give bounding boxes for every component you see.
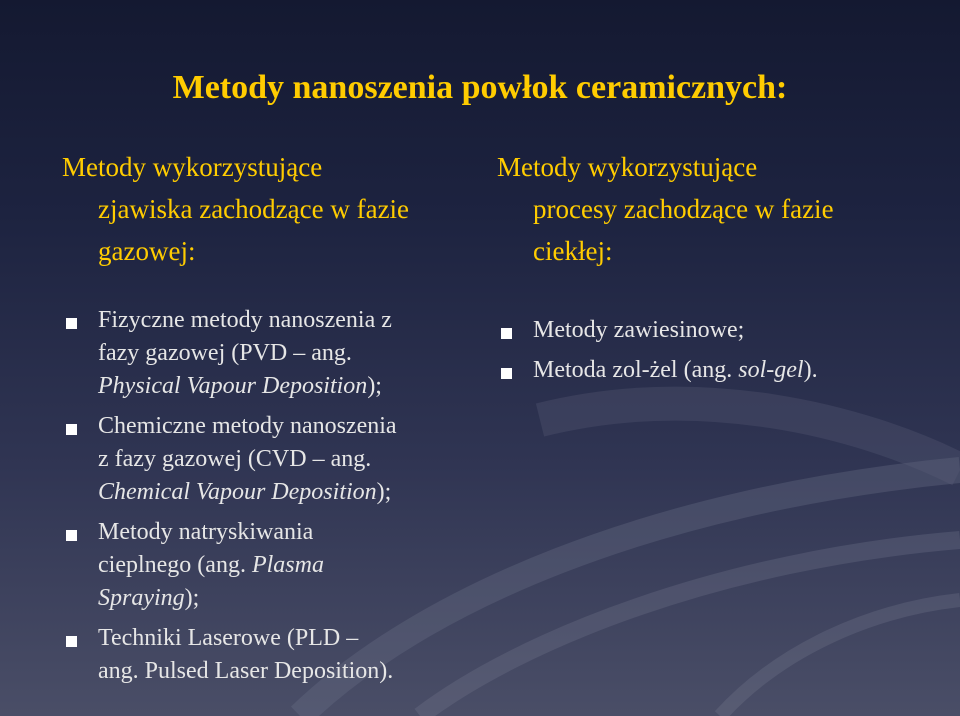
slide-title: Metody nanoszenia powłok ceramicznych:: [172, 69, 788, 106]
square-bullet-icon: [501, 328, 512, 339]
left-heading-line: zjawiska zachodzące w fazie: [98, 194, 410, 224]
right-heading-line: ciekłej:: [533, 236, 613, 266]
list-item: Fizyczne metody nanoszenia z fazy gazowej (PVD – ang. Physical Vapour Deposition);: [62, 304, 397, 403]
square-bullet-icon: [66, 318, 77, 329]
square-bullet-icon: [501, 368, 512, 379]
left-bullet-list: [62, 304, 397, 695]
right-column-heading: [497, 146, 834, 272]
right-bullet-list: [497, 314, 818, 394]
left-heading-line: gazowej:: [98, 236, 196, 266]
list-item: Techniki Laserowe (PLD – ang. Pulsed Laser Deposition).: [62, 622, 397, 688]
square-bullet-icon: [66, 530, 77, 541]
list-item: Chemiczne metody nanoszenia z fazy gazowej (CVD – ang. Chemical Vapour Deposition);: [62, 410, 397, 509]
left-heading-line: Metody wykorzystujące: [62, 152, 323, 182]
right-heading-line: procesy zachodzące w fazie: [533, 194, 834, 224]
list-item: Metody natryskiwania cieplnego (ang. Plasma Spraying);: [62, 516, 397, 615]
square-bullet-icon: [66, 636, 77, 647]
right-heading-line: Metody wykorzystujące: [497, 152, 758, 182]
left-column-heading: [62, 146, 409, 272]
list-item: Metody zawiesinowe;: [497, 314, 818, 347]
square-bullet-icon: [66, 424, 77, 435]
list-item: Metoda zol-żel (ang. sol-gel).: [497, 354, 818, 387]
